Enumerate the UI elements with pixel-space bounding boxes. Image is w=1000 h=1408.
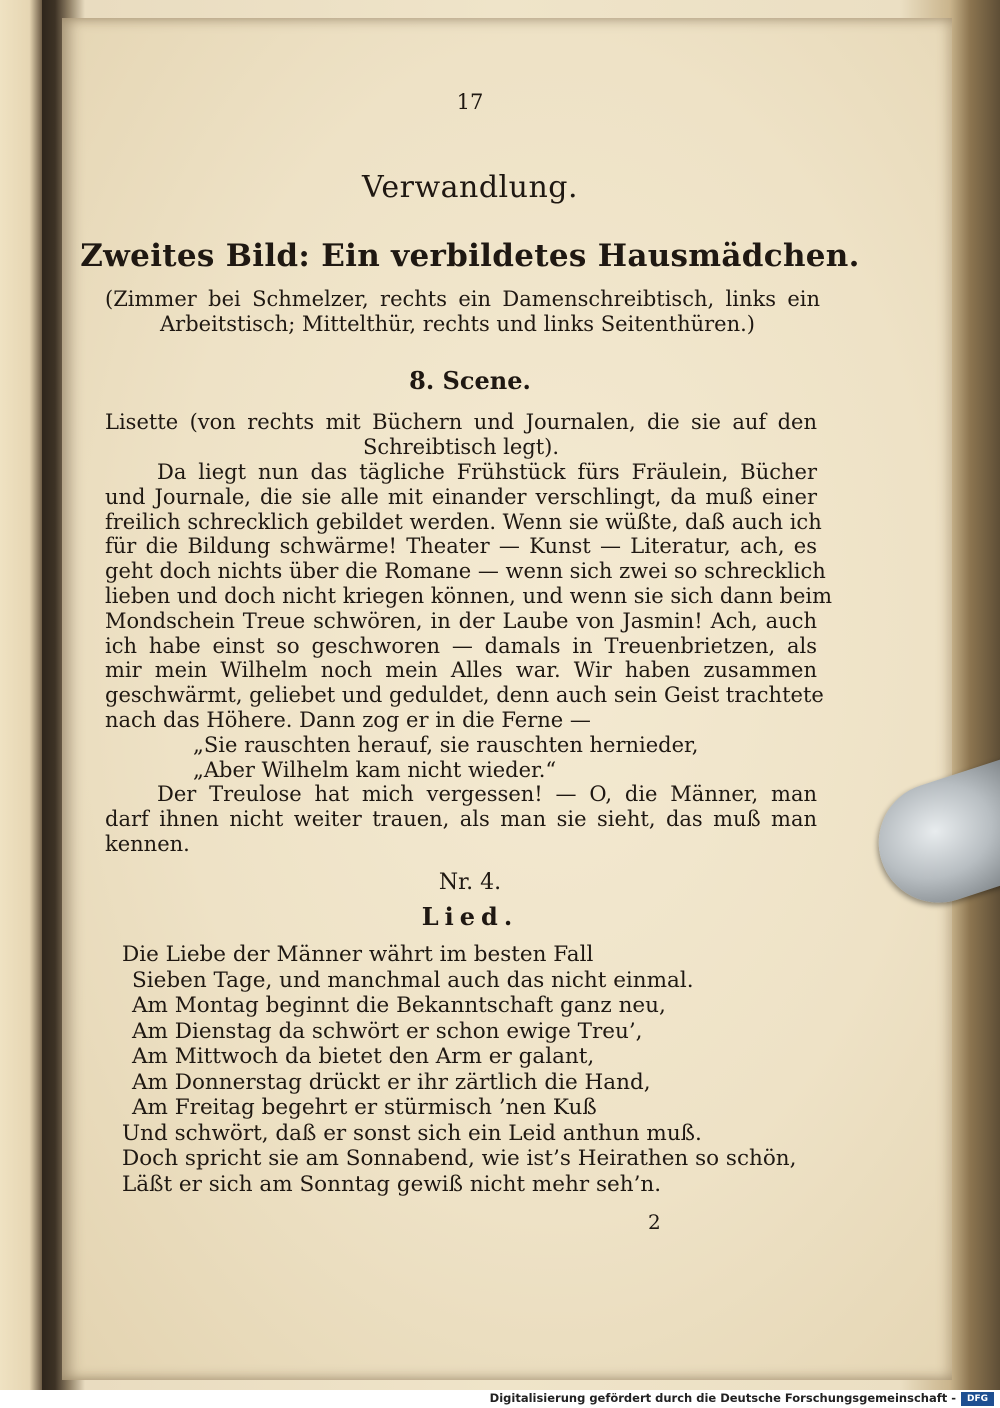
scene-heading: 8. Scene. bbox=[409, 366, 531, 395]
song-title: Lied. bbox=[421, 902, 519, 931]
monologue-line: Der Treulose hat mich vergessen! — O, die Männer, man bbox=[157, 782, 817, 807]
monologue-line: lieben und doch nicht kriegen können, und wenn sie sich dann beim bbox=[105, 583, 833, 608]
monologue-line: ich habe einst so geschworen — damals in Treuenbrietzen, als bbox=[105, 633, 817, 658]
monologue-line: geschwärmt, geliebet und geduldet, denn auch sein Geist trachtete bbox=[105, 683, 824, 708]
lyric-line: Doch spricht sie am Sonnabend, wie ist’s Heirathen so schön, bbox=[122, 1146, 797, 1171]
monologue-line: mir mein Wilhelm noch mein Alles war. Wir haben zusammen bbox=[105, 658, 817, 683]
stage-direction-line: (Zimmer bei Schmelzer, rechts ein Damenschreibtisch, links ein bbox=[105, 287, 820, 311]
facing-page-edge bbox=[0, 0, 42, 1390]
signature-mark: 2 bbox=[648, 1210, 661, 1234]
lyric-line: Am Montag beginnt die Bekanntschaft ganz neu, bbox=[132, 993, 666, 1018]
lyric-line: Sieben Tage, und manchmal auch das nicht einmal. bbox=[132, 967, 694, 993]
lyric-line: Am Mittwoch da bietet den Arm er galant, bbox=[132, 1044, 595, 1069]
lyric-line: Am Donnerstag drückt er ihr zärtlich die Hand, bbox=[132, 1069, 651, 1095]
dfg-logo-icon: DFG bbox=[961, 1392, 994, 1406]
monologue-line: nach das Höhere. Dann zog er in die Ferne — bbox=[105, 707, 591, 732]
monologue-line: darf ihnen nicht weiter trauen, als man sie sieht, das muß man bbox=[105, 807, 817, 832]
monologue-line: freilich schrecklich gebildet werden. Wenn sie wüßte, daß auch ich bbox=[105, 509, 822, 534]
funding-credit: Digitalisierung gefördert durch die Deutsche Forschungsgemeinschaft - bbox=[489, 1391, 956, 1405]
speaker-intro bbox=[105, 410, 817, 460]
monologue-line: Da liegt nun das tägliche Frühstück fürs Fräulein, Bücher bbox=[157, 460, 817, 484]
song-lyrics bbox=[122, 942, 822, 1197]
section-title: Verwandlung. bbox=[361, 170, 579, 205]
monologue bbox=[105, 460, 833, 857]
page-number: 17 bbox=[456, 90, 484, 114]
monologue-line: kennen. bbox=[105, 831, 190, 856]
stage-direction-line: Arbeitstisch; Mittelthür, rechts und links Seitenthüren.) bbox=[160, 311, 756, 336]
monologue-line: für die Bildung schwärme! Theater — Kunst — Literatur, ach, es bbox=[105, 534, 817, 559]
stage-direction bbox=[105, 286, 820, 336]
lyric-line: Die Liebe der Männer währt im besten Fall bbox=[122, 942, 594, 967]
quote-line: „Sie rauschten herauf, sie rauschten hernieder, bbox=[193, 732, 699, 757]
speaker-intro-line: Schreibtisch legt). bbox=[362, 434, 560, 459]
lyric-line: Am Dienstag da schwört er schon ewige Treu’, bbox=[132, 1018, 643, 1044]
monologue-line: und Journale, die sie alle mit einander verschlingt, da muß einer bbox=[105, 484, 817, 509]
lyric-line: Und schwört, daß er sonst sich ein Leid anthun muß. bbox=[122, 1120, 702, 1146]
lyric-line: Am Freitag begehrt er stürmisch ’nen Kuß bbox=[132, 1095, 597, 1120]
speaker-intro-line: Lisette (von rechts mit Büchern und Journalen, die sie auf den bbox=[105, 410, 817, 434]
scene-subtitle: Zweites Bild: Ein verbildetes Hausmädchen. bbox=[80, 238, 860, 274]
monologue-line: geht doch nichts über die Romane — wenn sich zwei so schrecklich bbox=[105, 559, 826, 584]
monologue-line: Mondschein Treue schwören, in der Laube von Jasmin! Ach, auch bbox=[105, 608, 817, 633]
number-label: Nr. 4. bbox=[438, 870, 502, 895]
lyric-line: Läßt er sich am Sonntag gewiß nicht mehr seh’n. bbox=[122, 1171, 662, 1197]
quote-line: „Aber Wilhelm kam nicht wieder.“ bbox=[193, 757, 557, 782]
